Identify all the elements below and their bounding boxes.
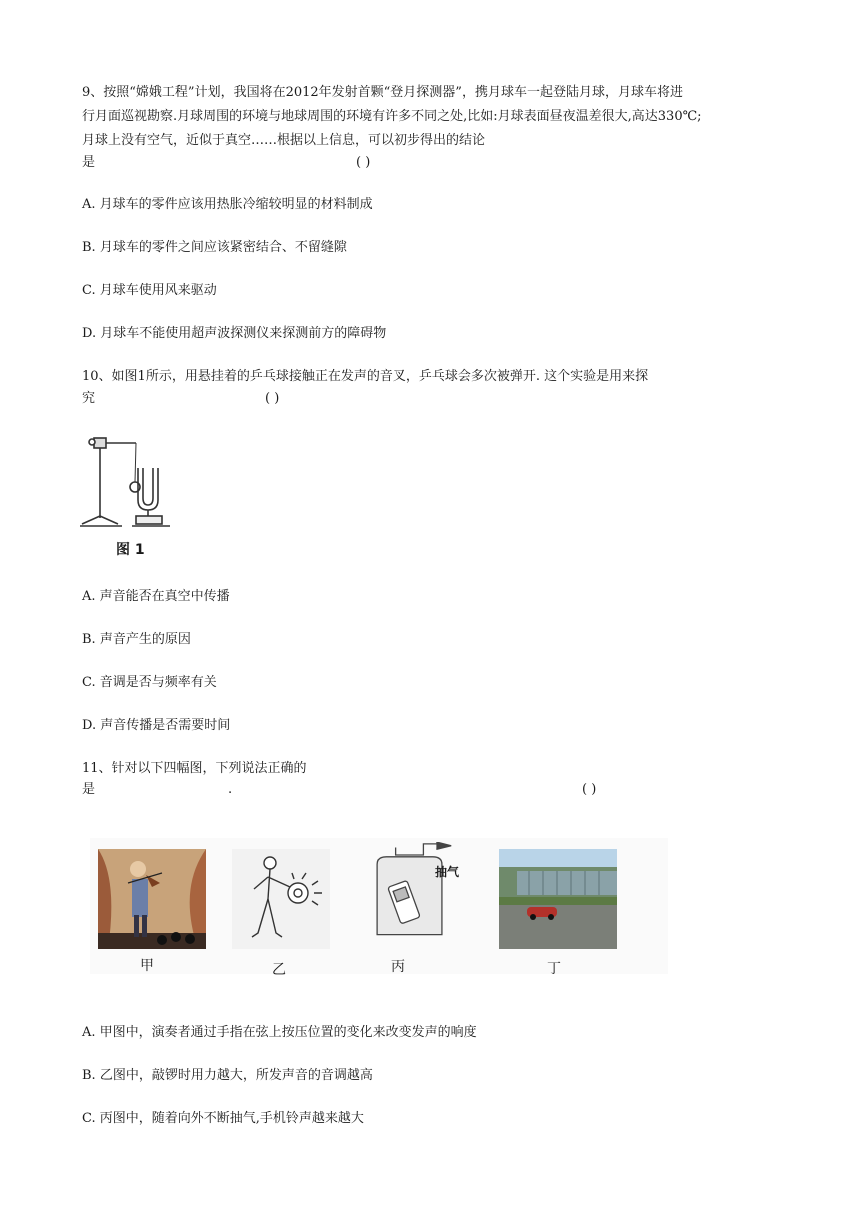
panel-ding-caption: 丁 [547,961,561,977]
panel-bing-bell-jar-phone-image [364,842,468,942]
q9-option-d: D. 月球车不能使用超声波探测仪来探测前方的障碍物 [82,326,387,341]
q9-stem-line-4: 是 [82,155,96,170]
panel-yi-caption: 乙 [272,962,286,978]
q10-option-a: A. 声音能否在真空中传播 [82,589,230,604]
panel-jia-violin-performer-image [98,849,206,949]
q9-option-a: A. 月球车的零件应该用热胀冷缩较明显的材料制成 [82,197,373,212]
q11-option-c: C. 丙图中，随着向外不断抽气,手机铃声越来越大 [82,1111,364,1126]
q9-stem-line-3: 月球上没有空气，近似于真空……根据以上信息，可以初步得出的结论 [82,133,486,148]
q10-answer-blank: ( ) [265,391,280,406]
q10-stem-line-2: 究 [82,391,96,406]
q11-dot: . [228,782,233,797]
panel-ding-sound-barrier-image [499,849,617,949]
q10-stem-line-1: 10、如图1所示，用悬挂着的乒乓球接触正在发声的音叉，乒乓球会多次被弹开. 这个实验是用来探 [82,369,649,384]
q11-answer-blank: ( ) [582,782,597,797]
panel-yi-gong-striking-image [232,849,330,949]
q9-stem-line-2: 行月面巡视勘察.月球周围的环境与地球周围的环境有许多不同之处,比如:月球表面昼夜温差很大,高达330℃; [82,109,702,124]
q11-option-b: B. 乙图中，敲锣时用力越大，所发声音的音调越高 [82,1068,373,1083]
q11-stem-line-1: 11、针对以下四幅图，下列说法正确的 [82,761,307,776]
q10-option-d: D. 声音传播是否需要时间 [82,718,231,733]
q9-option-b: B. 月球车的零件之间应该紧密结合、不留缝隙 [82,240,347,255]
q11-stem-line-2: 是 [82,782,96,797]
panel-jia-caption: 甲 [140,958,154,974]
q9-answer-blank: ( ) [356,155,371,170]
figure-1-tuning-fork-apparatus [78,430,174,530]
q9-option-c: C. 月球车使用风来驱动 [82,283,217,298]
figure-1-caption: 图 1 [116,542,145,558]
q10-option-b: B. 声音产生的原因 [82,632,191,647]
panel-bing-caption: 丙 [391,959,405,975]
q11-option-a: A. 甲图中，演奏者通过手指在弦上按压位置的变化来改变发声的响度 [82,1025,477,1040]
q9-stem-line-1: 9、按照“嫦娥工程”计划，我国将在2012年发射首颗“登月探测器”，携月球车一起登陆月球，月球车将进 [82,85,683,100]
pump-out-air-label: 抽气 [435,865,460,879]
q10-option-c: C. 音调是否与频率有关 [82,675,217,690]
